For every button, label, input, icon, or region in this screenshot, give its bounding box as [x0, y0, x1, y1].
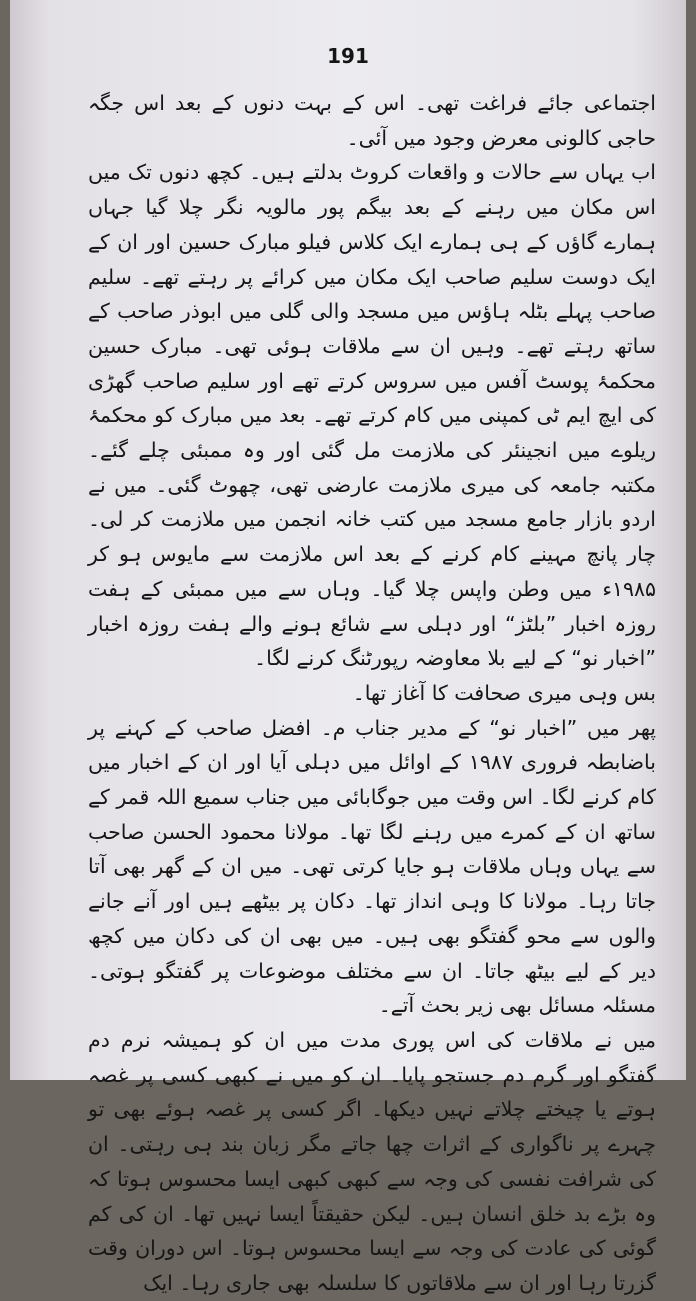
paragraph-5: میں نے ملاقات کی اس پوری مدت میں ان کو ہمیشہ نرم دم گفتگو اور گرم دم جستجو پایا۔ ان کو میں نے کبھی کسی پر غصہ ہوتے یا چیختے چلاتے نہیں دیکھا۔ اگر کسی پر غصہ ہوئے بھی تو چہرے پر ناگواری کے اثرات چھا جاتے مگر زبان بند ہی رہتی۔ ان کی شرافت نفسی کی وجہ سے کبھی کبھی ایسا محسوس ہوتا کہ وہ بڑے بد خلق انسان ہیں۔ لیکن حقیقتاً ایسا نہیں تھا۔ ان کی کم گوئی کی عادت کی وجہ سے ایسا محسوس ہوتا۔ اس دوران وقت گزرتا رہا اور ان سے ملاقاتوں کا سلسلہ بھی جاری رہا۔ ایک	[88, 1027, 656, 1295]
paragraph-4: پھر میں ”اخبار نو“ کے مدیر جناب م۔ افضل صاحب کے کہنے پر باضابطہ فروری ۱۹۸۷ کے اوائل میں دہلی آیا اور ان کے اخبار میں کام کرنے لگا۔ اس وقت میں جوگابائی میں جناب سمیع اللہ قمر کے ساتھ ان کے کمرے میں رہنے لگا تھا۔ مولانا محمود الحسن صاحب سے یہاں وہاں ملاقات ہو جایا کرتی تھی۔ میں ان کے گھر بھی آتا جاتا رہا۔ مولانا کا وہی انداز تھا۔ دکان پر بیٹھے ہیں اور آنے جانے والوں سے محو گفتگو بھی ہیں۔ میں بھی ان کی دکان میں کچھ دیر کے لیے بیٹھ جاتا۔ ان سے مختلف موضوعات پر گفتگو ہوتی۔ مسئلہ مسائل بھی زیر بحث آتے۔	[88, 715, 656, 1018]
page-body-text	[88, 86, 656, 1301]
page-number: 191	[327, 44, 369, 68]
paragraph-3: بس وہی میری صحافت کا آغاز تھا۔	[352, 680, 656, 705]
book-page	[10, 0, 686, 1295]
paragraph-1: اجتماعی جائے فراغت تھی۔ اس کے بہت دنوں کے بعد اس جگہ حاجی کالونی معرض وجود میں آئی۔	[88, 91, 656, 150]
paragraph-2: اب یہاں سے حالات و واقعات کروٹ بدلتے ہیں۔ کچھ دنوں تک میں اس مکان میں رہنے کے بعد بیگم پور مالویہ نگر چلا گیا جہاں ہمارے گاؤں کے ہی ہمارے ایک کلاس فیلو مبارک حسین اور ان کے ایک دوست سلیم صاحب ایک مکان میں کرائے پر رہتے تھے۔ سلیم صاحب پہلے بٹلہ ہاؤس میں مسجد والی گلی میں ابوذر صاحب کے ساتھ رہتے تھے۔ وہیں ان سے ملاقات ہوئی تھی۔ مبارک حسین محکمۂ پوسٹ آفس میں سروس کرتے تھے اور سلیم صاحب گھڑی کی ایچ ایم ٹی کمپنی میں کام کرتے تھے۔ بعد میں مبارک کو محکمۂ ریلوے میں انجینئر کی ملازمت مل گئی اور وہ ممبئی چلے گئے۔ مکتبہ جامعہ کی میری ملازمت عارضی تھی، چھوٹ گئی۔ میں نے اردو بازار جامع مسجد میں کتب خانہ انجمن میں ملازمت کر لی۔ چار پانچ مہینے کام کرنے کے بعد اس ملازمت سے مایوس ہو کر ۱۹۸۵ء میں وطن واپس چلا گیا۔ وہاں سے میں ممبئی کے ہفت روزہ اخبار ”بلٹز“ اور دہلی سے شائع ہونے والے ہفت روزہ اخبار ”اخبار نو“ کے لیے بلا معاوضہ رپورٹنگ کرنے لگا۔	[88, 160, 656, 671]
